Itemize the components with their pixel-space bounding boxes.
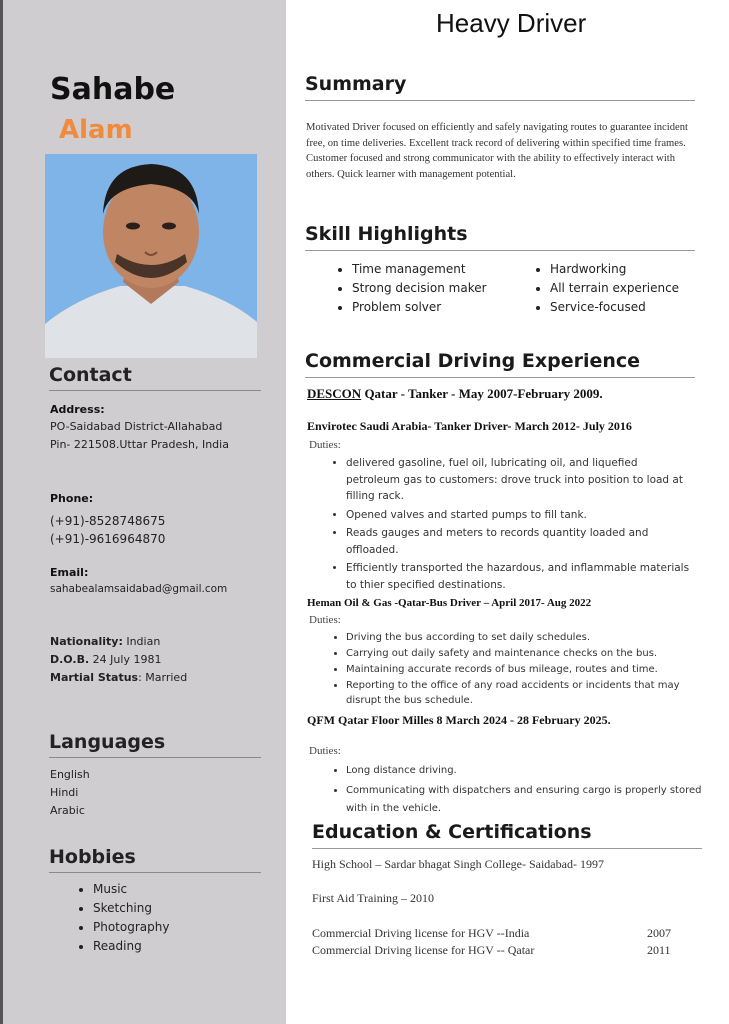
language-item: Hindi xyxy=(50,786,79,799)
education-first-aid: First Aid Training – 2010 xyxy=(312,891,435,905)
first-name: Sahabe xyxy=(50,72,176,107)
skill-item: • Hardworking xyxy=(550,260,679,279)
experience-divider xyxy=(305,377,695,378)
duty-item: • Reporting to the office of any road accidents or incidents that may disrupt the bus schedule. xyxy=(346,678,702,708)
job-3-title: Heman Oil & Gas -Qatar-Bus Driver – April 2017- Aug 2022 xyxy=(307,597,592,609)
summary-heading: Summary xyxy=(305,73,407,95)
skills-col-2 xyxy=(528,260,679,317)
education-heading: Education & Certifications xyxy=(312,821,592,843)
hobby-item: • Music xyxy=(93,880,169,899)
job-4-duties xyxy=(322,762,702,820)
phone-2: (+91)-9616964870 xyxy=(50,532,166,546)
dob-row xyxy=(50,651,161,669)
language-item: Arabic xyxy=(50,804,85,817)
phone-label: Phone: xyxy=(50,492,94,505)
license-india: Commercial Driving license for HGV --India xyxy=(312,926,530,940)
job-4-duties-label: Duties: xyxy=(309,745,341,757)
languages-heading: Languages xyxy=(49,731,166,753)
last-name: Alam xyxy=(59,115,133,145)
duty-item: • Carrying out daily safety and maintenance checks on the bus. xyxy=(346,646,702,661)
dob-value: 24 July 1981 xyxy=(92,653,162,666)
duty-item: • delivered gasoline, fuel oil, lubricating oil, and liquefied petroleum gas to customers: drove truck into position to load at filling rack. xyxy=(346,455,694,505)
summary-divider xyxy=(305,100,695,101)
duty-item: • Driving the bus according to set daily schedules. xyxy=(346,630,702,645)
job-title: Heavy Driver xyxy=(436,8,587,38)
job-2-title: Envirotec Saudi Arabia- Tanker Driver- March 2012- July 2016 xyxy=(307,419,632,433)
duty-item: • Maintaining accurate records of bus mileage, routes and time. xyxy=(346,662,702,677)
job-4-title: QFM Qatar Floor Milles 8 March 2024 - 28 February 2025. xyxy=(307,713,611,727)
nationality-row xyxy=(50,633,160,651)
hobby-item: • Reading xyxy=(93,937,169,956)
marital-row xyxy=(50,669,187,687)
portrait-image xyxy=(45,154,257,358)
marital-value: : Married xyxy=(138,671,188,684)
hobbies-heading: Hobbies xyxy=(49,846,136,868)
skills-col-1 xyxy=(330,260,487,317)
education-divider xyxy=(312,848,702,849)
phone-1: (+91)-8528748675 xyxy=(50,514,166,528)
dob-label: D.O.B. xyxy=(50,653,90,666)
hobbies-list xyxy=(71,880,169,956)
duty-item: • Communicating with dispatchers and ensuring cargo is properly stored with in the vehicle. xyxy=(346,782,702,818)
license-qatar-year: 2011 xyxy=(647,943,671,957)
job-2-duties xyxy=(322,455,694,595)
hobby-item: • Photography xyxy=(93,918,169,937)
skill-item: • Service-focused xyxy=(550,298,679,317)
contact-divider xyxy=(49,390,261,391)
nationality-label: Nationality: xyxy=(50,635,123,648)
license-qatar: Commercial Driving license for HGV -- Qatar xyxy=(312,943,535,957)
language-item: English xyxy=(50,768,90,781)
job-3-duties-label: Duties: xyxy=(309,614,341,626)
skills-heading: Skill Highlights xyxy=(305,223,468,245)
license-india-year: 2007 xyxy=(647,926,671,940)
job-3-duties xyxy=(322,630,702,709)
profile-photo xyxy=(45,154,257,358)
job-1-title xyxy=(307,386,603,402)
sidebar xyxy=(0,0,286,1024)
experience-heading: Commercial Driving Experience xyxy=(305,350,641,372)
hobby-item: • Sketching xyxy=(93,899,169,918)
skills-divider xyxy=(305,250,695,251)
job-2-duties-label: Duties: xyxy=(309,439,341,451)
education-high-school: High School – Sardar bhagat Singh College- Saidabad- 1997 xyxy=(312,857,604,871)
summary-text: Motivated Driver focused on efficiently and safely navigating routes to guarantee incident free, on time deliveries. Excellent track record of delivering within specified time frames. Customer focused and strong communicator with the ability to effectively interact with others. Quick learner with management potential. xyxy=(306,122,688,181)
address-label: Address: xyxy=(50,403,105,416)
nationality-value: Indian xyxy=(126,635,161,648)
job-1-details: Qatar - Tanker - May 2007-February 2009. xyxy=(361,386,603,401)
address-line2: Pin- 221508.Uttar Pradesh, India xyxy=(50,438,229,451)
skill-item: • Time management xyxy=(352,260,487,279)
skill-item: • Strong decision maker xyxy=(352,279,487,298)
skill-item: • Problem solver xyxy=(352,298,487,317)
hobbies-divider xyxy=(49,872,261,873)
contact-heading: Contact xyxy=(49,364,132,386)
email-label: Email: xyxy=(50,566,89,579)
marital-label: Martial Status xyxy=(50,671,139,684)
job-1-company: DESCON xyxy=(307,386,362,401)
languages-divider xyxy=(49,757,261,758)
duty-item: • Efficiently transported the hazardous, and inflammable materials to thier specified destinations. xyxy=(346,560,694,593)
duty-item: • Opened valves and started pumps to fill tank. xyxy=(346,507,694,524)
duty-item: • Reads gauges and meters to records quantity loaded and offloaded. xyxy=(346,525,694,558)
skill-item: • All terrain experience xyxy=(550,279,679,298)
address-line1: PO-Saidabad District-Allahabad xyxy=(50,420,223,433)
duty-item: • Long distance driving. xyxy=(346,762,702,780)
email-value: sahabealamsaidabad@gmail.com xyxy=(50,583,228,595)
